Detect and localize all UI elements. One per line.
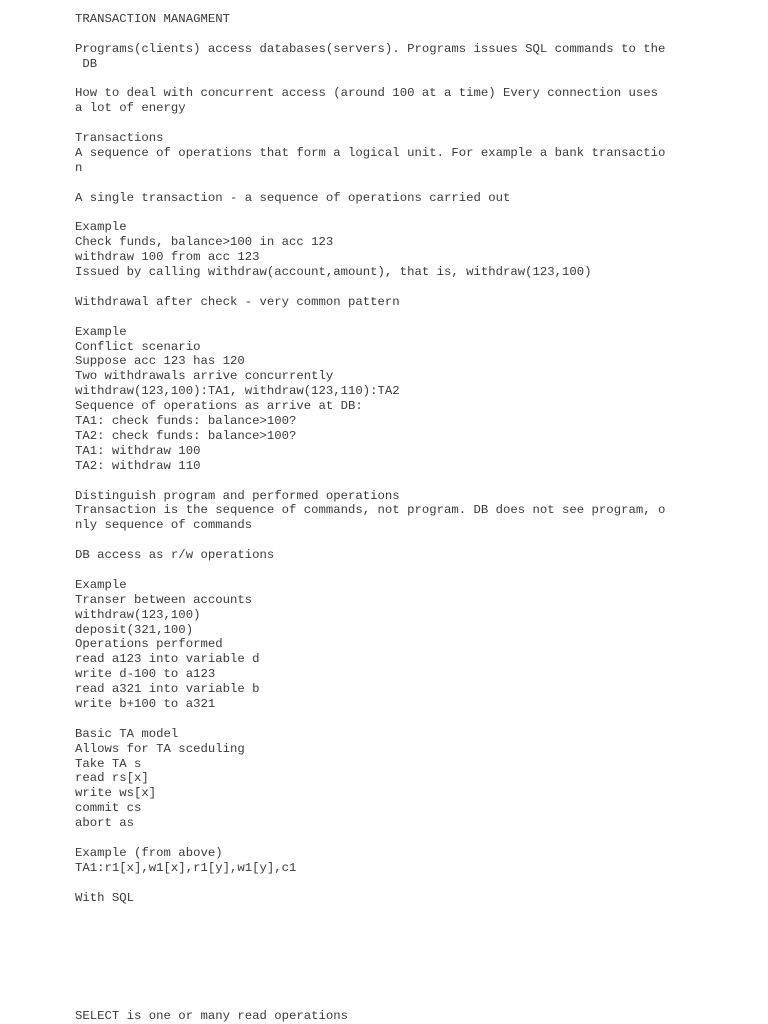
text-line: With SQL xyxy=(75,890,135,905)
blank-line xyxy=(75,206,715,221)
text-line: Basic TA model xyxy=(75,726,179,741)
text-line: abort as xyxy=(75,816,135,831)
blank-line xyxy=(75,474,715,489)
blank-line xyxy=(75,310,715,325)
blank-line xyxy=(75,72,715,87)
text-line: Example xyxy=(75,324,127,339)
text-line: Two withdrawals arrive concurrently xyxy=(75,369,334,384)
text-line: A single transaction - a sequence of operations carried out xyxy=(75,190,511,205)
text-line: TA2: withdraw 110 xyxy=(75,458,201,473)
text-line: commit cs xyxy=(75,801,142,816)
text-line: Transaction is the sequence of commands, not program. DB does not see program, o xyxy=(75,503,666,518)
text-line: deposit(321,100) xyxy=(75,622,194,637)
text-line: Take TA s xyxy=(75,756,142,771)
blank-line xyxy=(75,563,715,578)
text-line: Suppose acc 123 has 120 xyxy=(75,354,245,369)
blank-line xyxy=(75,712,715,727)
blank-line xyxy=(75,176,715,191)
text-line: Withdrawal after check - very common pattern xyxy=(75,294,400,309)
text-line: n xyxy=(75,160,83,175)
footer-text-line: SELECT is one or many read operations xyxy=(75,1009,349,1024)
text-line: Sequence of operations as arrive at DB: xyxy=(75,399,363,414)
blank-line xyxy=(75,876,715,891)
blank-line xyxy=(75,831,715,846)
text-line: Check funds, balance>100 in acc 123 xyxy=(75,235,334,250)
text-line: read a321 into variable b xyxy=(75,682,260,697)
text-line: How to deal with concurrent access (around 100 at a time) Every connection uses xyxy=(75,86,658,101)
text-line: TRANSACTION MANAGMENT xyxy=(75,12,230,26)
blank-line xyxy=(75,533,715,548)
text-line: Allows for TA sceduling xyxy=(75,741,245,756)
text-line: Distinguish program and performed operations xyxy=(75,488,400,503)
text-line: DB xyxy=(75,56,98,71)
text-line: TA1: withdraw 100 xyxy=(75,443,201,458)
text-line: DB access as r/w operations xyxy=(75,548,275,563)
text-line: Operations performed xyxy=(75,637,223,652)
page-whitespace xyxy=(75,905,715,1009)
text-line: TA2: check funds: balance>100? xyxy=(75,428,297,443)
text-line: read a123 into variable d xyxy=(75,652,260,667)
text-line: write d-100 to a123 xyxy=(75,667,216,682)
text-line: Programs(clients) access databases(servers). Programs issues SQL commands to the xyxy=(75,41,666,56)
text-line: Transer between accounts xyxy=(75,592,253,607)
text-line: Transactions xyxy=(75,131,164,146)
text-line: Example (from above) xyxy=(75,845,223,860)
blank-line xyxy=(75,280,715,295)
text-line: a lot of energy xyxy=(75,101,186,116)
text-line: TA1: check funds: balance>100? xyxy=(75,414,297,429)
text-line: Example xyxy=(75,577,127,592)
text-line: withdraw 100 from acc 123 xyxy=(75,250,260,265)
text-line: nly sequence of commands xyxy=(75,518,253,533)
text-line: A sequence of operations that form a logical unit. For example a bank transactio xyxy=(75,146,666,161)
text-line: write ws[x] xyxy=(75,786,157,801)
text-line: withdraw(123,100) xyxy=(75,607,201,622)
text-line: Issued by calling withdraw(account,amount), that is, withdraw(123,100) xyxy=(75,265,592,280)
text-line: read rs[x] xyxy=(75,771,149,786)
document-body xyxy=(75,12,715,1024)
blank-line xyxy=(75,116,715,131)
text-line: Example xyxy=(75,220,127,235)
text-line: withdraw(123,100):TA1, withdraw(123,110):TA2 xyxy=(75,384,400,399)
text-line: Conflict scenario xyxy=(75,339,201,354)
blank-line xyxy=(75,27,715,42)
text-line: TA1:r1[x],w1[x],r1[y],w1[y],c1 xyxy=(75,860,297,875)
text-line: write b+100 to a321 xyxy=(75,696,216,711)
